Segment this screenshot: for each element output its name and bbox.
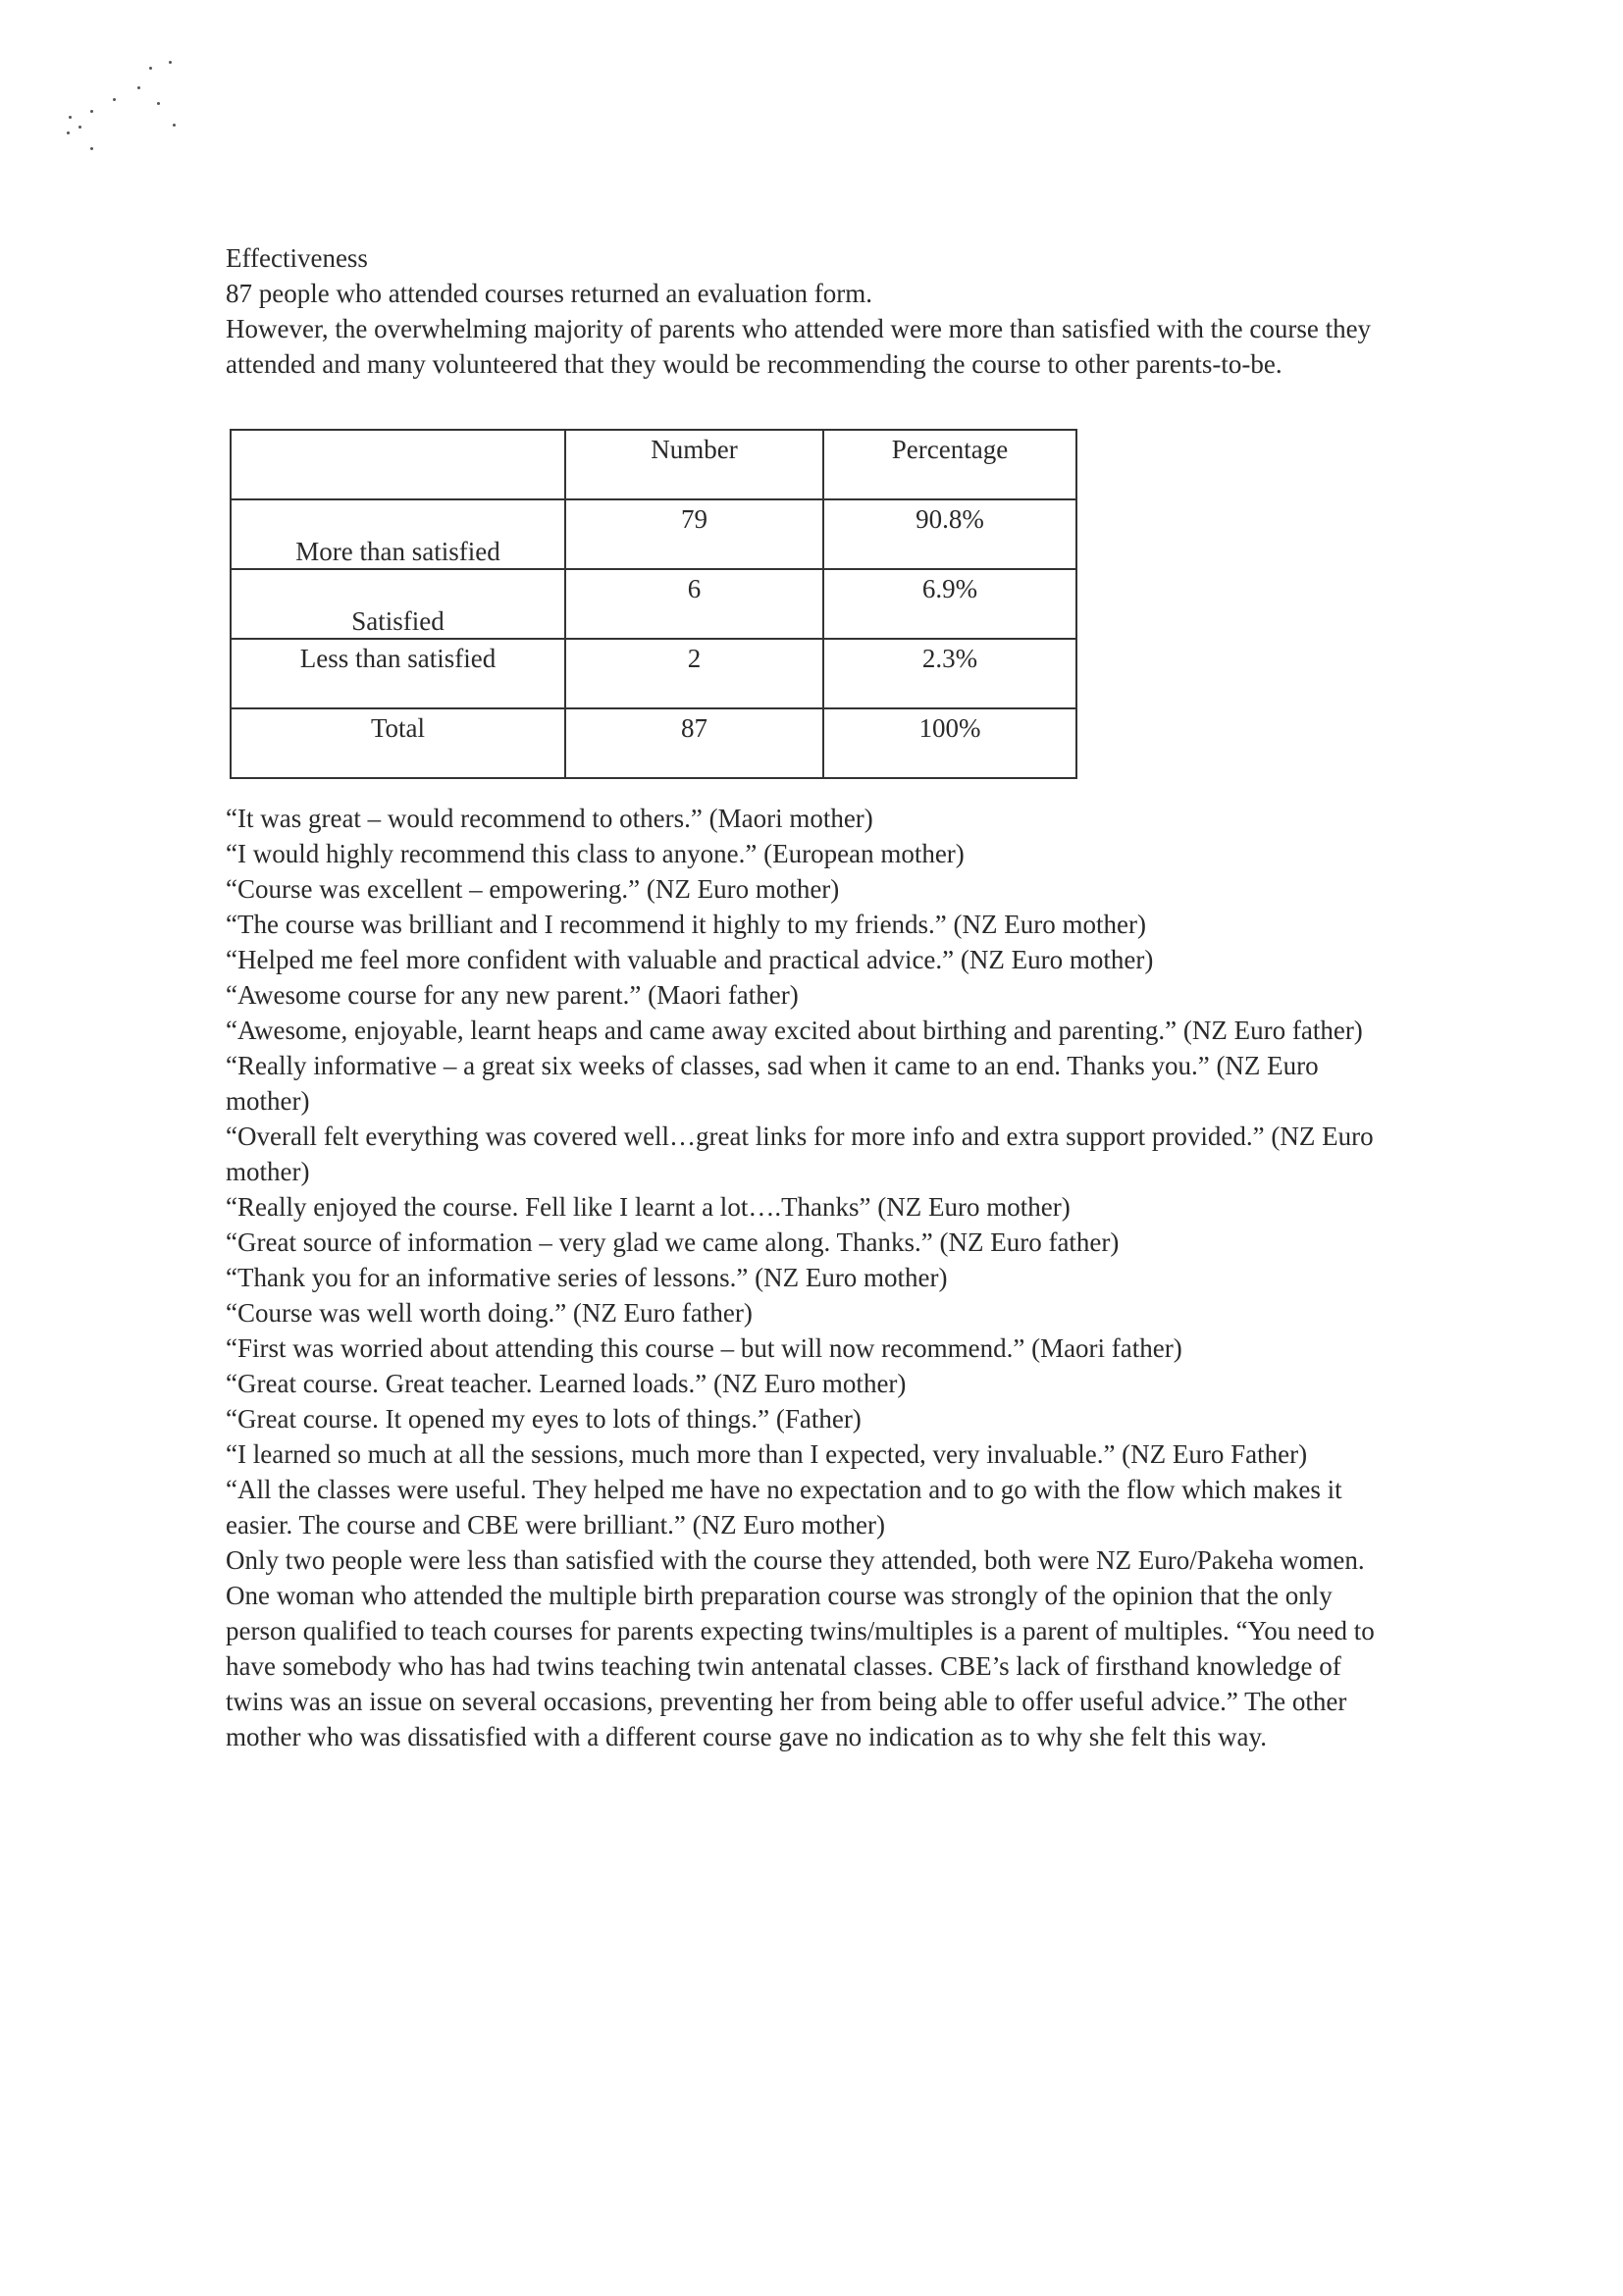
table-total-row [231,708,1076,778]
quote-item: “The course was brilliant and I recommend it highly to my friends.” (NZ Euro mother) [226,910,1146,939]
row-label: Total [231,708,565,778]
quote-item: “Great source of information – very glad we came along. Thanks.” (NZ Euro father) [226,1227,1120,1257]
scan-speck [79,126,81,129]
scan-speck [113,98,116,101]
quote-item: “Really informative – a great six weeks of classes, sad when it came to an end. Thanks you.” (NZ Euro mother) [226,1051,1319,1116]
quote-item: “It was great – would recommend to others.” (Maori mother) [226,804,873,833]
scan-speck [67,131,70,134]
quote-item: “Great course. It opened my eyes to lots of things.” (Father) [226,1404,862,1434]
quote-item: “Overall felt everything was covered well…great links for more info and extra support provided.” (NZ Euro mother) [226,1122,1374,1186]
row-percentage: 100% [823,708,1076,778]
table-row [231,639,1076,708]
intro-paragraph: However, the overwhelming majority of parents who attended were more than satisfied with the course they attended and many volunteered that they would be recommending the course to other parents-to-be. [226,314,1372,379]
quote-item: “First was worried about attending this course – but will now recommend.” (Maori father) [226,1333,1182,1363]
quote-item: “Helped me feel more confident with valuable and practical advice.” (NZ Euro mother) [226,945,1154,974]
row-percentage: 90.8% [823,499,1076,569]
quote-item: “Course was excellent – empowering.” (NZ Euro mother) [226,874,840,904]
row-label: More than satisfied [231,499,565,569]
row-number: 2 [565,639,823,708]
quote-item: “Awesome, enjoyable, learnt heaps and came away excited about birthing and parenting.” (NZ Euro father) [226,1016,1363,1045]
closing-paragraph: Only two people were less than satisfied with the course they attended, both were NZ Euro/Pakeha women. One woman who attended the multiple birth preparation course was strongly of the opinion that the only person qualified to teach courses for parents expecting twins/multiples is a parent of multiples. “You need to have somebody who has had twins teaching twin antenatal classes. CBE’s lack of firsthand knowledge of twins was an issue on several occasions, preventing her from being able to offer useful advice.” The other mother who was dissatisfied with a different course gave no indication as to why she felt this way. [226,1545,1375,1751]
row-percentage: 6.9% [823,569,1076,639]
quote-item: “Awesome course for any new parent.” (Maori father) [226,980,799,1010]
quote-list [226,801,1384,1542]
scan-speck [69,116,72,119]
satisfaction-table [230,429,1077,779]
quote-item: “I learned so much at all the sessions, much more than I expected, very invaluable.” (NZ Euro Father) [226,1439,1308,1469]
row-label: Satisfied [231,569,565,639]
scan-speck [90,110,93,113]
table-header-row [231,430,1076,499]
scan-speck [173,124,176,127]
section-heading: Effectiveness [226,243,368,273]
document-page [226,240,1384,1754]
table-header-cell: Percentage [823,430,1076,499]
table-header-cell [231,430,565,499]
scan-speck [90,147,93,150]
scan-speck [149,67,152,70]
quote-item: “I would highly recommend this class to anyone.” (European mother) [226,839,965,868]
row-number: 87 [565,708,823,778]
table-row [231,499,1076,569]
intro-paragraph: 87 people who attended courses returned an evaluation form. [226,279,873,308]
quote-item: “Great course. Great teacher. Learned loads.” (NZ Euro mother) [226,1369,907,1398]
intro-block [226,276,1384,382]
scan-speck [169,61,172,64]
row-number: 6 [565,569,823,639]
quote-item: “All the classes were useful. They helped me have no expectation and to go with the flow which makes it easier. The course and CBE were brilliant.” (NZ Euro mother) [226,1475,1342,1539]
scan-speck [157,102,160,105]
row-percentage: 2.3% [823,639,1076,708]
row-number: 79 [565,499,823,569]
table-row [231,569,1076,639]
table-header-cell: Number [565,430,823,499]
scan-speck [137,86,140,89]
quote-item: “Really enjoyed the course. Fell like I learnt a lot….Thanks” (NZ Euro mother) [226,1192,1071,1222]
row-label: Less than satisfied [231,639,565,708]
quote-item: “Thank you for an informative series of lessons.” (NZ Euro mother) [226,1263,948,1292]
quote-item: “Course was well worth doing.” (NZ Euro father) [226,1298,753,1328]
